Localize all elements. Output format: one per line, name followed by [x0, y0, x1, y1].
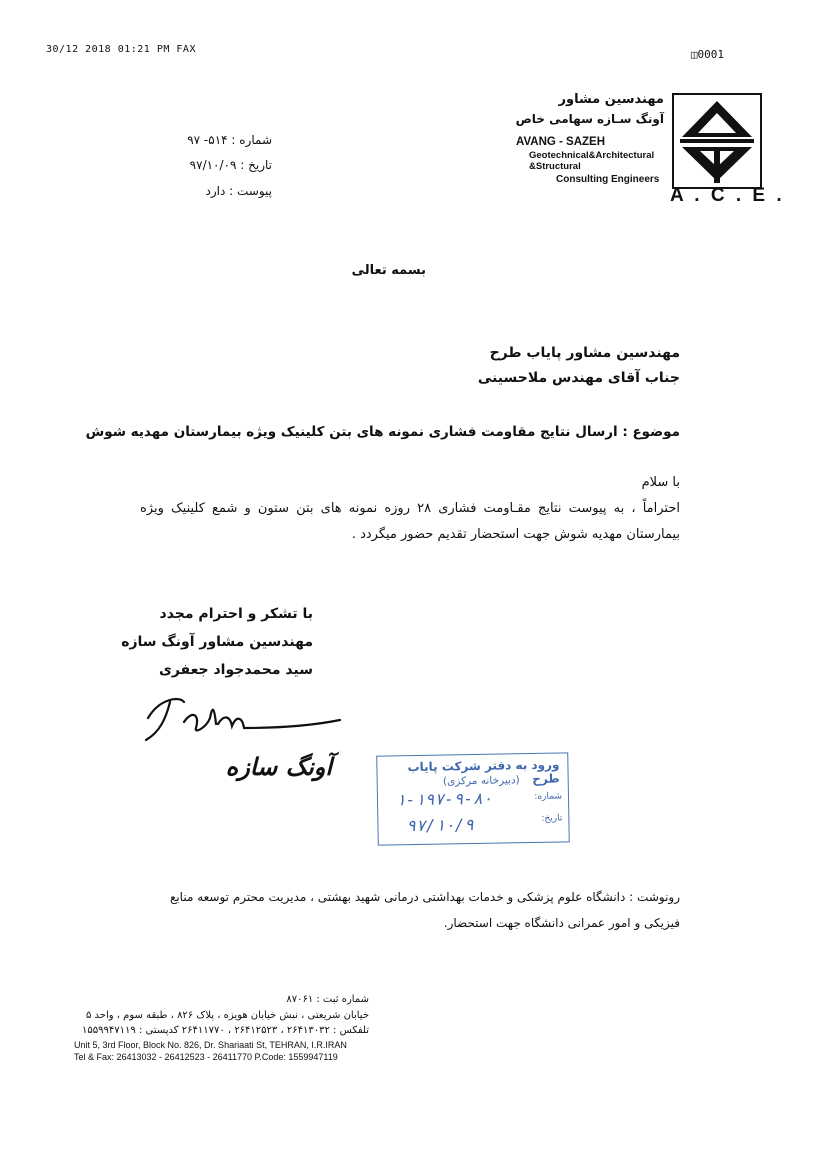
company-name-fa: مهندسین مشاور [558, 92, 664, 107]
address-fa: خیابان شریعتی ، نبش خیابان هویزه ، پلاک ۸۲۶ ، طبقه سوم ، واحد ۵ [85, 1010, 369, 1021]
recipient-company: مهندسین مشاور پایاب طرح [489, 345, 680, 361]
bismillah: بسمه تعالی [351, 263, 426, 278]
signer-company: مهندسین مشاور آونگ سازه [121, 634, 313, 650]
company-abbr: A . C . E . [670, 185, 785, 206]
stamp-number: ۱-۱۹۷-۹-۸۰ [395, 788, 493, 810]
stamp-subtitle: (دبیرخانه مرکزی) [442, 774, 520, 788]
signer-name: سید محمدجواد جعفری [158, 662, 313, 678]
company-logo [672, 93, 762, 189]
fax-header: 30/12 2018 01:21 PM FAX [46, 44, 196, 55]
page-icon: ◫ [690, 48, 698, 61]
registration-number: شماره ثبت : ۸۷۰۶۱ [286, 994, 369, 1005]
stamp-date: ۹۷/۱۰/۹ [406, 814, 475, 836]
cc-line: رونوشت : دانشگاه علوم پزشکی و خدمات بهداشتی درمانی شهید بهشتی ، مدیریت محترم توسعه منابع فیزیکی و امور عمرانی دانشگاه جهت استحضار. [169, 890, 680, 930]
closing-line: با تشکر و احترام مجدد [159, 606, 313, 622]
stamp-date-label: تاریخ: [541, 813, 563, 824]
greeting: با سلام [641, 475, 680, 490]
reception-stamp [376, 752, 570, 845]
company-name-fa-2: آونگ سـازه سهامی خاص [515, 112, 664, 126]
body-paragraph: احتراماً ، به پیوست نتایج مقـاومت فشاری ۲۸ روزه نمونه های بتن ستون و شمع کلینیک ویژه بیمارستان مهدیه شوش جهت استحضار تقدیم حضور میگردد . [140, 501, 680, 542]
handwritten-company: آونگ سازه [225, 752, 332, 781]
ace-logo-icon [674, 95, 760, 187]
page-number: ◫0001 [690, 48, 724, 61]
company-desc-en-2: Consulting Engineers [556, 174, 660, 185]
company-name-en: AVANG - SAZEH [516, 136, 606, 148]
company-desc-en: Geotechnical&Architectural &Structural [529, 150, 655, 172]
letter-number: شماره : ۵۱۴- ۹۷ [187, 133, 272, 147]
stamp-number-label: شماره: [534, 791, 563, 802]
subject-line: موضوع : ارسال نتایج مقاومت فشاری نمونه های بتن کلینیک ویژه بیمارستان مهدیه شوش [85, 424, 680, 440]
recipient-person: جناب آقای مهندس ملاحسینی [477, 370, 680, 386]
letter-attachment: پیوست : دارد [205, 184, 272, 198]
phones-fa: تلفکس : ۲۶۴۱۳۰۳۲ ، ۲۶۴۱۲۵۲۳ ، ۲۶۴۱۱۷۷۰ کدپستی : ۱۵۵۹۹۴۷۱۱۹ [82, 1025, 369, 1036]
letter-date: تاریخ : ۹۷/۱۰/۰۹ [189, 158, 272, 172]
signature-scribble-icon [140, 688, 350, 748]
phones-en: Tel & Fax: 26413032 - 26412523 - 26411770 P.Code: 1559947119 [74, 1052, 338, 1062]
address-en: Unit 5, 3rd Floor, Block No. 826, Dr. Shariaati St, TEHRAN, I.R.IRAN [74, 1040, 347, 1050]
stamp-title: ورود به دفتر شرکت پایاب طرح [407, 757, 560, 786]
